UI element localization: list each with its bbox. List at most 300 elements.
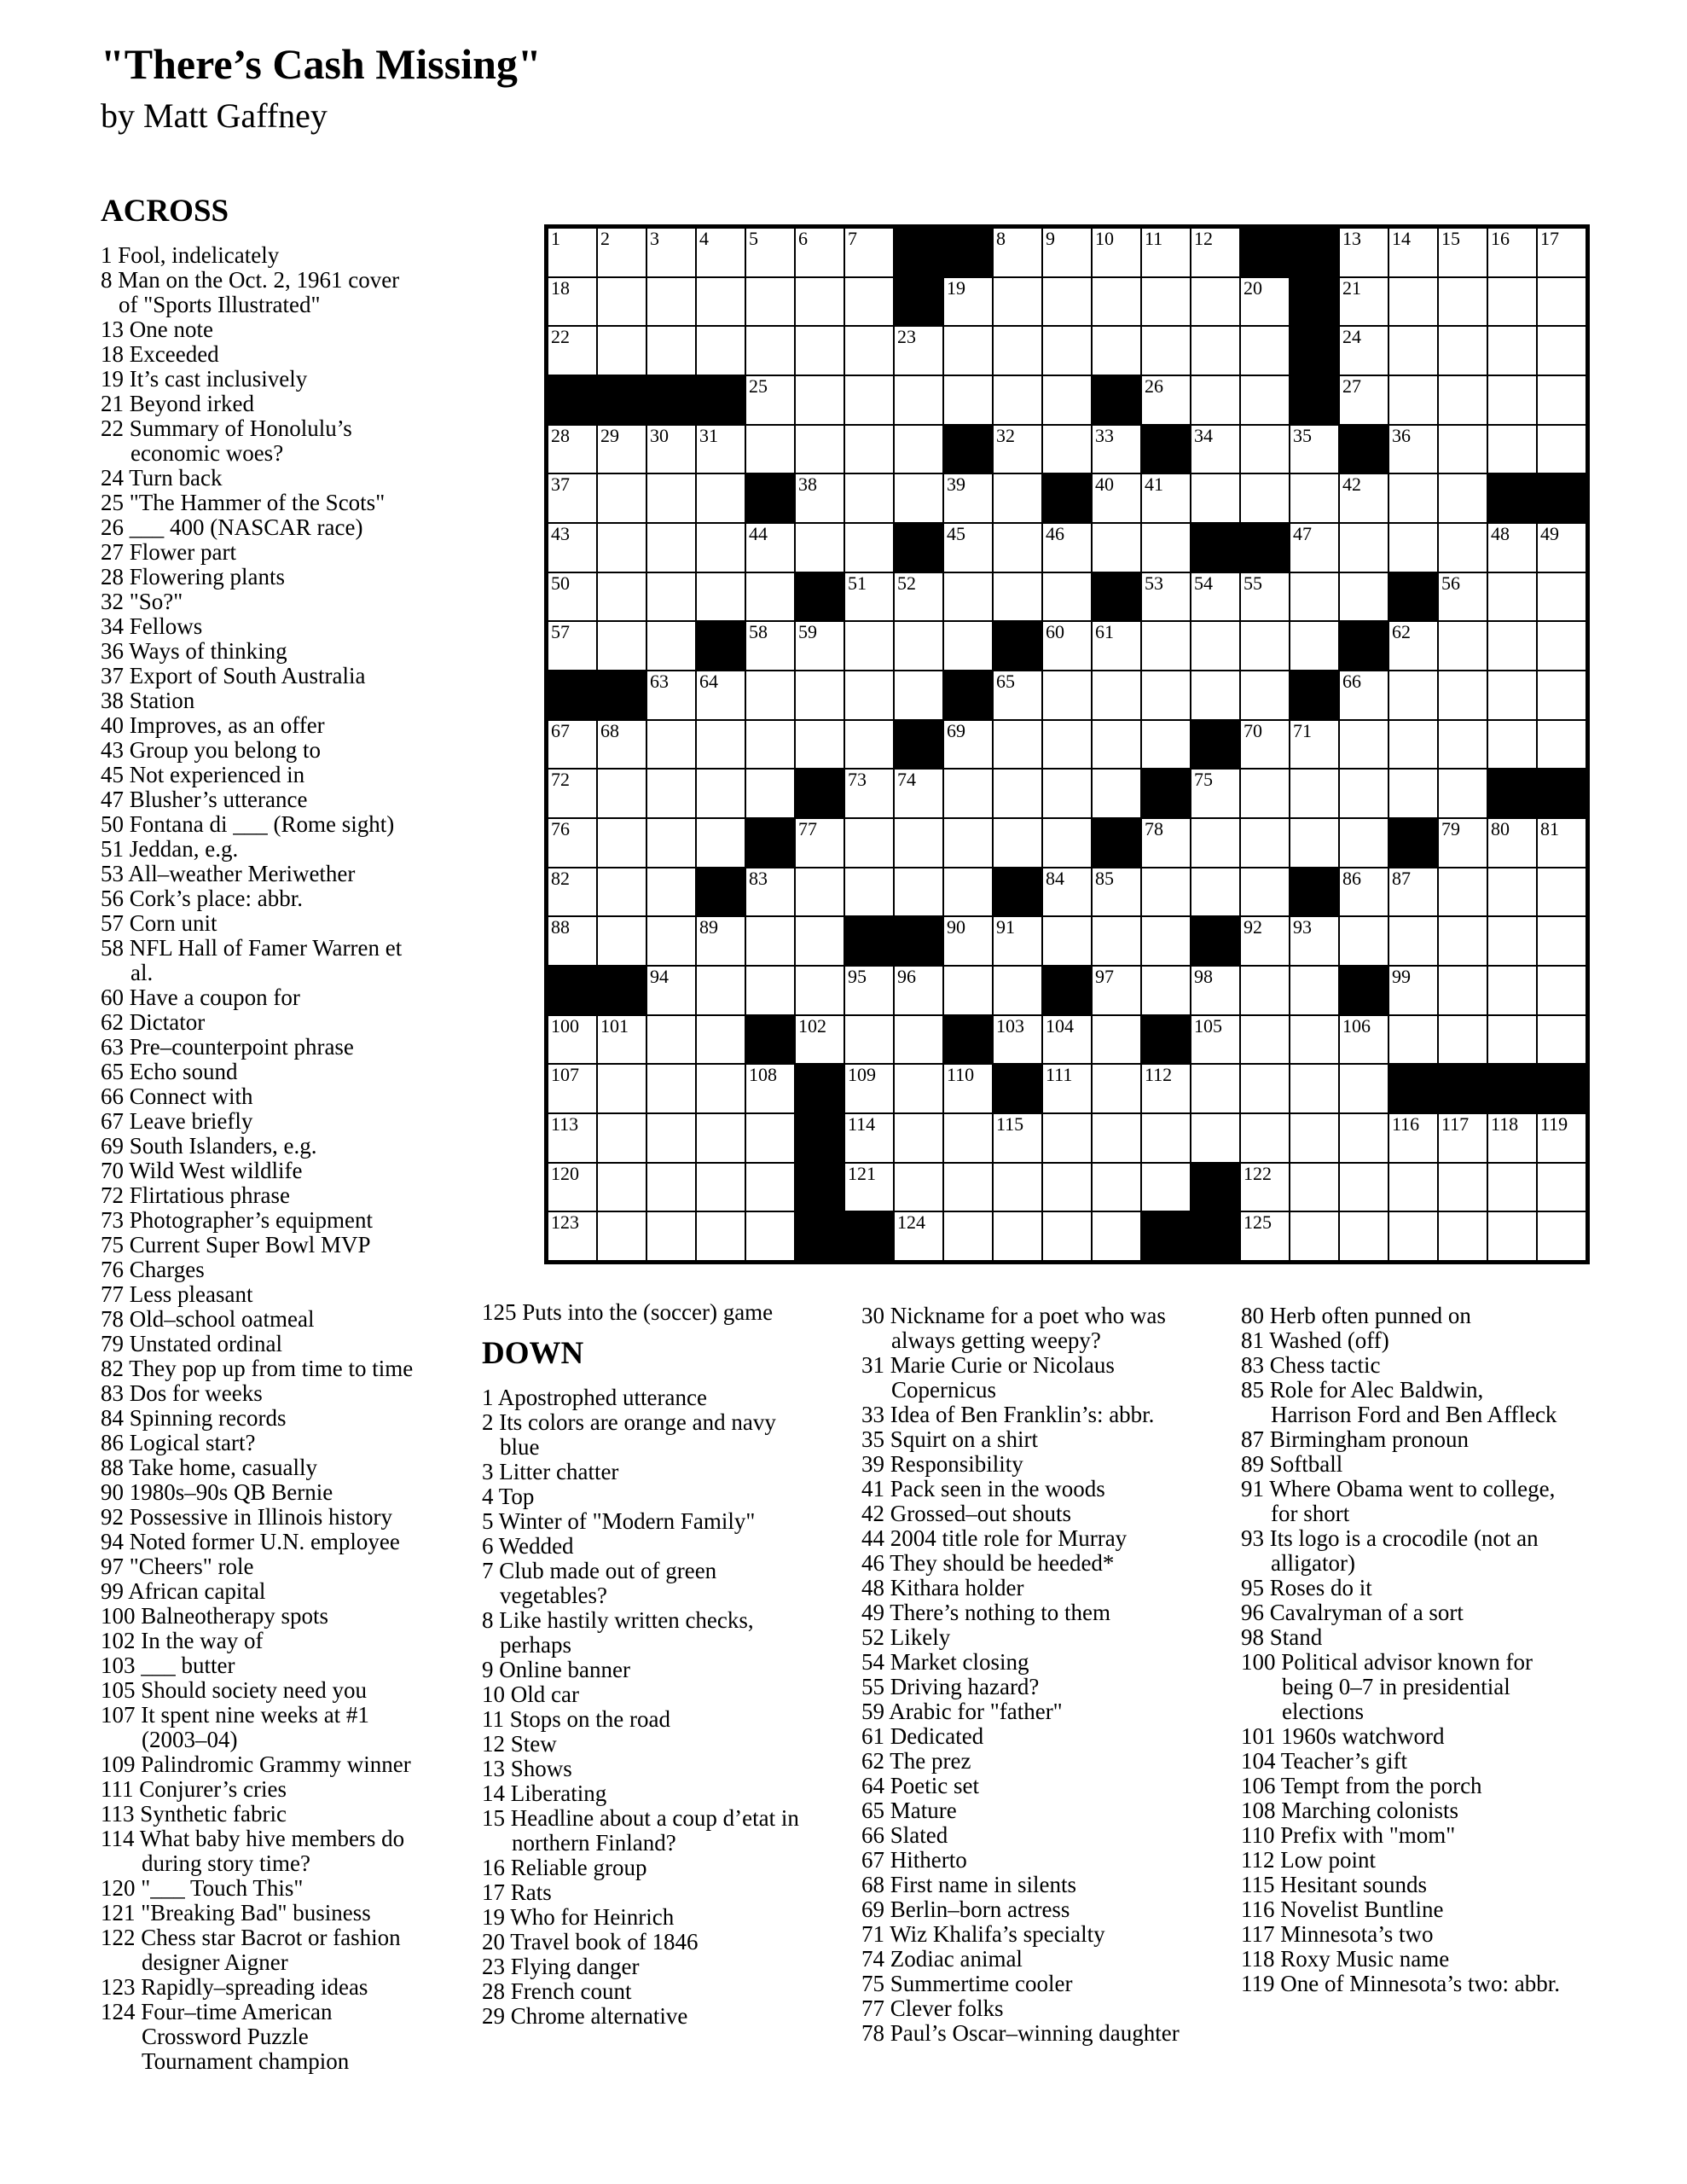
grid-cell[interactable] — [1487, 1163, 1537, 1212]
grid-cell[interactable] — [1438, 572, 1487, 622]
grid-cell[interactable] — [745, 572, 795, 622]
grid-cell[interactable] — [1388, 966, 1438, 1015]
grid-cell[interactable] — [894, 1211, 943, 1261]
grid-cell[interactable] — [1290, 425, 1339, 474]
grid-cell[interactable] — [894, 818, 943, 868]
grid-cell[interactable] — [943, 868, 993, 917]
grid-cell[interactable] — [1141, 916, 1191, 966]
grid-cell[interactable] — [943, 621, 993, 671]
grid-cell[interactable] — [894, 1113, 943, 1163]
grid-cell[interactable] — [1487, 1211, 1537, 1261]
grid-cell[interactable] — [1240, 1064, 1290, 1113]
grid-cell[interactable] — [844, 1064, 894, 1113]
grid-cell[interactable] — [1487, 375, 1537, 425]
grid-cell[interactable] — [1191, 868, 1240, 917]
grid-cell[interactable] — [795, 966, 844, 1015]
grid-cell[interactable] — [548, 621, 597, 671]
grid-cell[interactable] — [1191, 228, 1240, 277]
grid-cell[interactable] — [1487, 916, 1537, 966]
grid-cell[interactable] — [1388, 375, 1438, 425]
grid-cell[interactable] — [1141, 868, 1191, 917]
grid-cell[interactable] — [646, 572, 696, 622]
grid-cell[interactable] — [795, 228, 844, 277]
grid-cell[interactable] — [1042, 671, 1092, 720]
grid-cell[interactable] — [1240, 916, 1290, 966]
grid-cell[interactable] — [646, 473, 696, 523]
grid-cell[interactable] — [1388, 720, 1438, 770]
grid-cell[interactable] — [993, 228, 1042, 277]
grid-cell[interactable] — [1092, 621, 1141, 671]
grid-cell[interactable] — [1537, 572, 1586, 622]
grid-cell[interactable] — [844, 868, 894, 917]
grid-cell[interactable] — [548, 228, 597, 277]
grid-cell[interactable] — [1290, 473, 1339, 523]
grid-cell[interactable] — [943, 375, 993, 425]
grid-cell[interactable] — [795, 720, 844, 770]
grid-cell[interactable] — [696, 916, 745, 966]
grid-cell[interactable] — [1042, 1211, 1092, 1261]
grid-cell[interactable] — [1537, 966, 1586, 1015]
grid-cell[interactable] — [1487, 720, 1537, 770]
grid-cell[interactable] — [1141, 572, 1191, 622]
grid-cell[interactable] — [1191, 375, 1240, 425]
grid-cell[interactable] — [1339, 473, 1388, 523]
grid-cell[interactable] — [993, 966, 1042, 1015]
grid-cell[interactable] — [943, 916, 993, 966]
grid-cell[interactable] — [745, 1211, 795, 1261]
grid-cell[interactable] — [894, 769, 943, 818]
grid-cell[interactable] — [795, 671, 844, 720]
grid-cell[interactable] — [943, 966, 993, 1015]
grid-cell[interactable] — [548, 1113, 597, 1163]
grid-cell[interactable] — [548, 425, 597, 474]
grid-cell[interactable] — [1092, 1015, 1141, 1065]
grid-cell[interactable] — [1388, 1113, 1438, 1163]
grid-cell[interactable] — [1092, 1113, 1141, 1163]
grid-cell[interactable] — [795, 326, 844, 375]
grid-cell[interactable] — [696, 1211, 745, 1261]
grid-cell[interactable] — [1388, 277, 1438, 327]
grid-cell[interactable] — [1339, 671, 1388, 720]
grid-cell[interactable] — [745, 375, 795, 425]
grid-cell[interactable] — [1092, 769, 1141, 818]
grid-cell[interactable] — [1388, 473, 1438, 523]
grid-cell[interactable] — [1537, 720, 1586, 770]
grid-cell[interactable] — [1240, 671, 1290, 720]
grid-cell[interactable] — [943, 572, 993, 622]
grid-cell[interactable] — [1042, 1163, 1092, 1212]
grid-cell[interactable] — [1191, 1113, 1240, 1163]
grid-cell[interactable] — [1339, 523, 1388, 572]
grid-cell[interactable] — [1339, 868, 1388, 917]
grid-cell[interactable] — [1191, 1015, 1240, 1065]
grid-cell[interactable] — [597, 326, 646, 375]
grid-cell[interactable] — [1290, 621, 1339, 671]
grid-cell[interactable] — [1092, 916, 1141, 966]
grid-cell[interactable] — [1042, 1113, 1092, 1163]
grid-cell[interactable] — [844, 671, 894, 720]
grid-cell[interactable] — [844, 621, 894, 671]
grid-cell[interactable] — [1191, 671, 1240, 720]
grid-cell[interactable] — [1092, 966, 1141, 1015]
grid-cell[interactable] — [1240, 818, 1290, 868]
grid-cell[interactable] — [1092, 1211, 1141, 1261]
grid-cell[interactable] — [1339, 326, 1388, 375]
grid-cell[interactable] — [1191, 473, 1240, 523]
grid-cell[interactable] — [1092, 326, 1141, 375]
grid-cell[interactable] — [894, 868, 943, 917]
grid-cell[interactable] — [1537, 868, 1586, 917]
grid-cell[interactable] — [844, 769, 894, 818]
grid-cell[interactable] — [1438, 966, 1487, 1015]
grid-cell[interactable] — [1388, 326, 1438, 375]
grid-cell[interactable] — [1042, 818, 1092, 868]
grid-cell[interactable] — [548, 277, 597, 327]
grid-cell[interactable] — [1141, 1163, 1191, 1212]
grid-cell[interactable] — [1339, 916, 1388, 966]
grid-cell[interactable] — [696, 769, 745, 818]
grid-cell[interactable] — [1092, 277, 1141, 327]
grid-cell[interactable] — [1537, 671, 1586, 720]
grid-cell[interactable] — [795, 1015, 844, 1065]
grid-cell[interactable] — [993, 1015, 1042, 1065]
grid-cell[interactable] — [1388, 671, 1438, 720]
grid-cell[interactable] — [1092, 1163, 1141, 1212]
grid-cell[interactable] — [745, 326, 795, 375]
grid-cell[interactable] — [1290, 720, 1339, 770]
grid-cell[interactable] — [1290, 1163, 1339, 1212]
grid-cell[interactable] — [1290, 966, 1339, 1015]
grid-cell[interactable] — [745, 966, 795, 1015]
grid-cell[interactable] — [894, 621, 943, 671]
grid-cell[interactable] — [548, 916, 597, 966]
grid-cell[interactable] — [1092, 868, 1141, 917]
grid-cell[interactable] — [745, 769, 795, 818]
grid-cell[interactable] — [646, 425, 696, 474]
grid-cell[interactable] — [1092, 1064, 1141, 1113]
grid-cell[interactable] — [993, 523, 1042, 572]
grid-cell[interactable] — [696, 473, 745, 523]
grid-cell[interactable] — [1339, 228, 1388, 277]
grid-cell[interactable] — [1339, 277, 1388, 327]
grid-cell[interactable] — [1487, 277, 1537, 327]
grid-cell[interactable] — [1042, 326, 1092, 375]
grid-cell[interactable] — [993, 425, 1042, 474]
grid-cell[interactable] — [795, 621, 844, 671]
grid-cell[interactable] — [1537, 277, 1586, 327]
grid-cell[interactable] — [696, 277, 745, 327]
grid-cell[interactable] — [1339, 1113, 1388, 1163]
grid-cell[interactable] — [696, 1163, 745, 1212]
grid-cell[interactable] — [844, 818, 894, 868]
grid-cell[interactable] — [696, 720, 745, 770]
grid-cell[interactable] — [1240, 277, 1290, 327]
grid-cell[interactable] — [1141, 966, 1191, 1015]
grid-cell[interactable] — [943, 769, 993, 818]
grid-cell[interactable] — [1092, 425, 1141, 474]
grid-cell[interactable] — [1042, 868, 1092, 917]
grid-cell[interactable] — [1438, 523, 1487, 572]
grid-cell[interactable] — [1042, 228, 1092, 277]
grid-cell[interactable] — [646, 769, 696, 818]
grid-cell[interactable] — [993, 720, 1042, 770]
grid-cell[interactable] — [795, 818, 844, 868]
grid-cell[interactable] — [1537, 523, 1586, 572]
grid-cell[interactable] — [646, 966, 696, 1015]
grid-cell[interactable] — [943, 1163, 993, 1212]
grid-cell[interactable] — [1537, 1113, 1586, 1163]
grid-cell[interactable] — [844, 966, 894, 1015]
grid-cell[interactable] — [597, 1163, 646, 1212]
grid-cell[interactable] — [1438, 621, 1487, 671]
grid-cell[interactable] — [1141, 1064, 1191, 1113]
grid-cell[interactable] — [844, 425, 894, 474]
grid-cell[interactable] — [597, 473, 646, 523]
grid-cell[interactable] — [646, 818, 696, 868]
grid-cell[interactable] — [993, 1211, 1042, 1261]
grid-cell[interactable] — [597, 425, 646, 474]
grid-cell[interactable] — [745, 228, 795, 277]
grid-cell[interactable] — [1191, 572, 1240, 622]
grid-cell[interactable] — [1438, 868, 1487, 917]
grid-cell[interactable] — [646, 228, 696, 277]
grid-cell[interactable] — [844, 228, 894, 277]
grid-cell[interactable] — [646, 277, 696, 327]
grid-cell[interactable] — [1092, 473, 1141, 523]
grid-cell[interactable] — [1438, 1163, 1487, 1212]
grid-cell[interactable] — [1537, 1211, 1586, 1261]
grid-cell[interactable] — [1141, 326, 1191, 375]
grid-cell[interactable] — [745, 720, 795, 770]
grid-cell[interactable] — [1141, 1113, 1191, 1163]
grid-cell[interactable] — [1240, 473, 1290, 523]
grid-cell[interactable] — [1487, 572, 1537, 622]
grid-cell[interactable] — [548, 1015, 597, 1065]
grid-cell[interactable] — [1339, 720, 1388, 770]
grid-cell[interactable] — [894, 326, 943, 375]
grid-cell[interactable] — [1042, 916, 1092, 966]
grid-cell[interactable] — [1438, 671, 1487, 720]
grid-cell[interactable] — [943, 720, 993, 770]
grid-cell[interactable] — [943, 1113, 993, 1163]
grid-cell[interactable] — [894, 1064, 943, 1113]
grid-cell[interactable] — [696, 425, 745, 474]
grid-cell[interactable] — [894, 671, 943, 720]
grid-cell[interactable] — [1042, 769, 1092, 818]
grid-cell[interactable] — [597, 523, 646, 572]
grid-cell[interactable] — [646, 916, 696, 966]
grid-cell[interactable] — [1240, 868, 1290, 917]
grid-cell[interactable] — [795, 277, 844, 327]
grid-cell[interactable] — [1388, 769, 1438, 818]
grid-cell[interactable] — [597, 1064, 646, 1113]
grid-cell[interactable] — [1339, 1015, 1388, 1065]
grid-cell[interactable] — [1537, 1015, 1586, 1065]
grid-cell[interactable] — [1339, 375, 1388, 425]
grid-cell[interactable] — [1141, 523, 1191, 572]
grid-cell[interactable] — [745, 523, 795, 572]
grid-cell[interactable] — [844, 326, 894, 375]
grid-cell[interactable] — [795, 523, 844, 572]
grid-cell[interactable] — [646, 720, 696, 770]
grid-cell[interactable] — [745, 916, 795, 966]
grid-cell[interactable] — [1388, 621, 1438, 671]
grid-cell[interactable] — [646, 1163, 696, 1212]
grid-cell[interactable] — [597, 1113, 646, 1163]
grid-cell[interactable] — [993, 769, 1042, 818]
grid-cell[interactable] — [1388, 425, 1438, 474]
grid-cell[interactable] — [1388, 228, 1438, 277]
grid-cell[interactable] — [1240, 572, 1290, 622]
grid-cell[interactable] — [646, 1113, 696, 1163]
grid-cell[interactable] — [646, 1015, 696, 1065]
grid-cell[interactable] — [1240, 621, 1290, 671]
grid-cell[interactable] — [894, 473, 943, 523]
grid-cell[interactable] — [894, 425, 943, 474]
grid-cell[interactable] — [1290, 523, 1339, 572]
grid-cell[interactable] — [597, 228, 646, 277]
grid-cell[interactable] — [745, 1064, 795, 1113]
grid-cell[interactable] — [548, 572, 597, 622]
grid-cell[interactable] — [696, 326, 745, 375]
grid-cell[interactable] — [1092, 228, 1141, 277]
grid-cell[interactable] — [1240, 769, 1290, 818]
grid-cell[interactable] — [795, 868, 844, 917]
grid-cell[interactable] — [1191, 966, 1240, 1015]
grid-cell[interactable] — [646, 621, 696, 671]
grid-cell[interactable] — [646, 1211, 696, 1261]
grid-cell[interactable] — [1141, 277, 1191, 327]
grid-cell[interactable] — [745, 425, 795, 474]
grid-cell[interactable] — [894, 375, 943, 425]
grid-cell[interactable] — [1141, 720, 1191, 770]
grid-cell[interactable] — [993, 1113, 1042, 1163]
grid-cell[interactable] — [1240, 720, 1290, 770]
grid-cell[interactable] — [745, 621, 795, 671]
grid-cell[interactable] — [646, 671, 696, 720]
grid-cell[interactable] — [1092, 671, 1141, 720]
grid-cell[interactable] — [696, 671, 745, 720]
grid-cell[interactable] — [696, 523, 745, 572]
grid-cell[interactable] — [597, 621, 646, 671]
grid-cell[interactable] — [1141, 228, 1191, 277]
grid-cell[interactable] — [1487, 868, 1537, 917]
grid-cell[interactable] — [1240, 1113, 1290, 1163]
grid-cell[interactable] — [844, 523, 894, 572]
grid-cell[interactable] — [1240, 966, 1290, 1015]
grid-cell[interactable] — [795, 473, 844, 523]
grid-cell[interactable] — [1042, 425, 1092, 474]
grid-cell[interactable] — [646, 326, 696, 375]
grid-cell[interactable] — [1290, 1113, 1339, 1163]
grid-cell[interactable] — [943, 818, 993, 868]
grid-cell[interactable] — [1537, 228, 1586, 277]
grid-cell[interactable] — [548, 523, 597, 572]
grid-cell[interactable] — [993, 671, 1042, 720]
grid-cell[interactable] — [1191, 277, 1240, 327]
grid-cell[interactable] — [548, 868, 597, 917]
grid-cell[interactable] — [597, 1015, 646, 1065]
grid-cell[interactable] — [548, 1064, 597, 1113]
grid-cell[interactable] — [993, 916, 1042, 966]
grid-cell[interactable] — [1092, 523, 1141, 572]
grid-cell[interactable] — [696, 572, 745, 622]
grid-cell[interactable] — [1191, 818, 1240, 868]
grid-cell[interactable] — [943, 326, 993, 375]
grid-cell[interactable] — [1092, 720, 1141, 770]
grid-cell[interactable] — [548, 720, 597, 770]
grid-cell[interactable] — [597, 720, 646, 770]
grid-cell[interactable] — [745, 1163, 795, 1212]
grid-cell[interactable] — [696, 1113, 745, 1163]
grid-cell[interactable] — [1339, 1064, 1388, 1113]
grid-cell[interactable] — [993, 818, 1042, 868]
grid-cell[interactable] — [1290, 1064, 1339, 1113]
grid-cell[interactable] — [1141, 671, 1191, 720]
grid-cell[interactable] — [1487, 326, 1537, 375]
grid-cell[interactable] — [1042, 523, 1092, 572]
grid-cell[interactable] — [696, 228, 745, 277]
grid-cell[interactable] — [1537, 621, 1586, 671]
grid-cell[interactable] — [1388, 916, 1438, 966]
grid-cell[interactable] — [1487, 1015, 1537, 1065]
grid-cell[interactable] — [993, 375, 1042, 425]
grid-cell[interactable] — [1438, 769, 1487, 818]
grid-cell[interactable] — [993, 473, 1042, 523]
grid-cell[interactable] — [795, 375, 844, 425]
grid-cell[interactable] — [597, 868, 646, 917]
grid-cell[interactable] — [1042, 1015, 1092, 1065]
grid-cell[interactable] — [1141, 473, 1191, 523]
grid-cell[interactable] — [1537, 916, 1586, 966]
grid-cell[interactable] — [1042, 720, 1092, 770]
grid-cell[interactable] — [1141, 818, 1191, 868]
grid-cell[interactable] — [1438, 916, 1487, 966]
grid-cell[interactable] — [943, 1211, 993, 1261]
grid-cell[interactable] — [745, 868, 795, 917]
grid-cell[interactable] — [1388, 868, 1438, 917]
grid-cell[interactable] — [844, 1113, 894, 1163]
grid-cell[interactable] — [1290, 818, 1339, 868]
grid-cell[interactable] — [1487, 966, 1537, 1015]
grid-cell[interactable] — [1042, 375, 1092, 425]
grid-cell[interactable] — [1042, 572, 1092, 622]
grid-cell[interactable] — [1042, 277, 1092, 327]
grid-cell[interactable] — [844, 1163, 894, 1212]
grid-cell[interactable] — [1537, 375, 1586, 425]
grid-cell[interactable] — [1042, 621, 1092, 671]
grid-cell[interactable] — [844, 277, 894, 327]
grid-cell[interactable] — [1388, 523, 1438, 572]
grid-cell[interactable] — [646, 523, 696, 572]
grid-cell[interactable] — [1339, 818, 1388, 868]
grid-cell[interactable] — [1240, 1015, 1290, 1065]
grid-cell[interactable] — [1339, 1163, 1388, 1212]
grid-cell[interactable] — [993, 572, 1042, 622]
grid-cell[interactable] — [1487, 523, 1537, 572]
grid-cell[interactable] — [548, 818, 597, 868]
grid-cell[interactable] — [646, 1064, 696, 1113]
grid-cell[interactable] — [1240, 1211, 1290, 1261]
grid-cell[interactable] — [1388, 1211, 1438, 1261]
grid-cell[interactable] — [696, 966, 745, 1015]
grid-cell[interactable] — [1487, 671, 1537, 720]
grid-cell[interactable] — [1438, 425, 1487, 474]
grid-cell[interactable] — [1438, 1113, 1487, 1163]
grid-cell[interactable] — [1388, 1163, 1438, 1212]
grid-cell[interactable] — [696, 1015, 745, 1065]
grid-cell[interactable] — [795, 425, 844, 474]
